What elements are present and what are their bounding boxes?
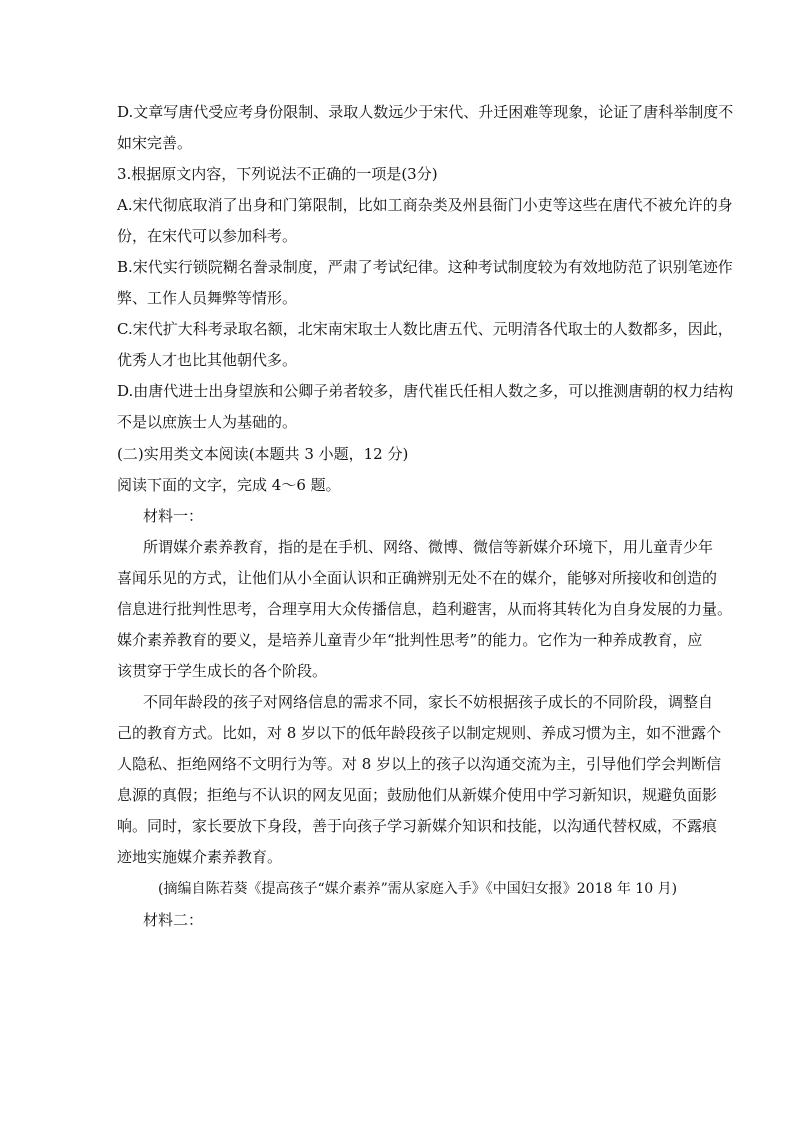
material-1-p1-line-4: 媒介素养教育的要义，是培养儿童青少年“批判性思考”的能力。它作为一种养成教育，应 (117, 631, 703, 649)
instruction: 阅读下面的文字，完成 4～6 题。 (117, 476, 341, 494)
material-1-p1-line-3: 信息进行批判性思考，合理享用大众传播信息，趋利避害，从而将其转化为自身发展的力量。 (117, 600, 733, 618)
material-1-p1-line-1: 所谓媒介素养教育，指的是在手机、网络、微博、微信等新媒介环境下，用儿童青少年 (143, 538, 714, 556)
q3-option-b-line-1: B.宋代实行锁院糊名誊录制度，严肃了考试纪律。这种考试制度较为有效地防范了识别笔迹作 (117, 258, 733, 276)
q3-option-c-line-2: 优秀人才也比其他朝代多。 (117, 351, 298, 369)
material-2-label: 材料二： (143, 911, 204, 929)
material-1-label: 材料一： (143, 507, 204, 525)
material-1-p2-line-2: 己的教育方式。比如，对 8 岁以下的低年龄段孩子以制定规则、养成习惯为主，如不泄露个 (117, 724, 722, 742)
material-1-source: (摘编自陈若葵《提高孩子“媒介素养”需从家庭入手》《中国妇女报》2018 年 10 月) (158, 881, 678, 897)
material-1-p2-line-4: 息源的真假；拒绝与不认识的网友见面；鼓励他们从新媒介使用中学习新知识，规避负面影 (117, 786, 718, 804)
q3-option-b-line-2: 弊、工作人员舞弊等情形。 (117, 289, 298, 307)
material-1-p2-line-6: 迹地实施媒介素养教育。 (117, 848, 283, 866)
q3-option-a-line-1: A.宋代彻底取消了出身和门第限制，比如工商杂类及州县衙门小吏等这些在唐代不被允许的身 (117, 196, 733, 214)
q3-option-d-line-1: D.由唐代进士出身望族和公卿子弟者较多，唐代崔氏任相人数之多，可以推测唐朝的权力结构 (117, 382, 734, 400)
material-1-p2-line-1: 不同年龄段的孩子对网络信息的需求不同，家长不妨根据孩子成长的不同阶段，调整自 (143, 693, 714, 711)
material-1-p1-line-2: 喜闻乐见的方式，让他们从小全面认识和正确辨别无处不在的媒介，能够对所接收和创造的 (117, 569, 718, 587)
q3-stem: 3.根据原文内容，下列说法不正确的一项是(3分) (117, 165, 438, 183)
q2-option-d-line-2: 如宋完善。 (117, 134, 193, 152)
q3-option-a-line-2: 份，在宋代可以参加科考。 (117, 227, 298, 245)
q2-option-d-line-1: D.文章写唐代受应考身份限制、录取人数远少于宋代、升迁困难等现象，论证了唐科举制度不 (117, 103, 734, 121)
material-1-p2-line-5: 响。同时，家长要放下身段，善于向孩子学习新媒介知识和技能，以沟通代替权威，不露痕 (117, 817, 718, 835)
material-1-p1-line-5: 该贯穿于学生成长的各个阶段。 (117, 662, 328, 680)
q3-option-d-line-2: 不是以庶族士人为基础的。 (117, 413, 298, 431)
material-1-p2-line-3: 人隐私、拒绝网络不文明行为等。对 8 岁以上的孩子以沟通交流为主，引导他们学会判断信 (117, 755, 722, 773)
section-heading: (二)实用类文本阅读(本题共 3 小题，12 分) (117, 445, 409, 463)
q3-option-c-line-1: C.宋代扩大科考录取名额，北宋南宋取士人数比唐五代、元明清各代取士的人数都多，因此， (117, 320, 733, 338)
